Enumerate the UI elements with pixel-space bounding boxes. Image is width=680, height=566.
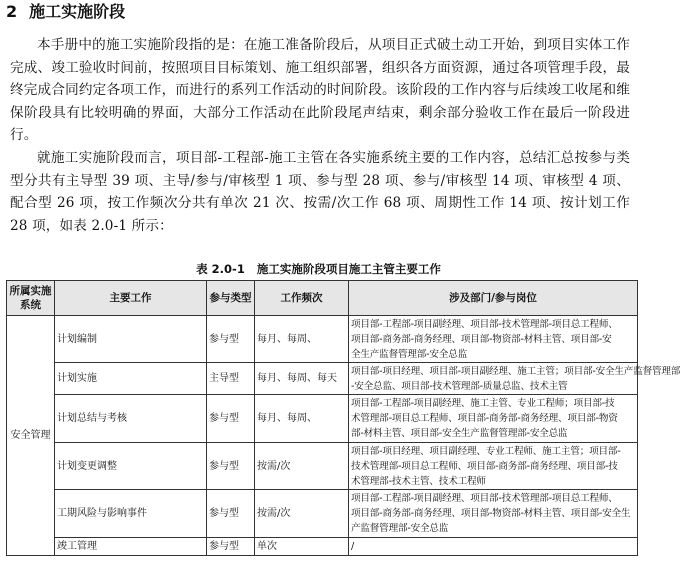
table-row: [7, 538, 638, 556]
summary-paragraph: 就施工实施阶段而言，项目部-工程部-施工主管在各实施系统主要的工作内容，总结汇总按参与类型分共有主导型 39 项、主导/参与/审核型 1 项、参与型 28 项、参与/审核型 14 项、审核型 4 项、配合型 26 项，按工作频次分共有单次 21 次、按需/次工作 68 项、周期性工作 14 项、按计划工作 28 项，如表 2.0-1 所示：: [10, 150, 630, 234]
section-title: 施工实施阶段: [29, 2, 126, 21]
header-type: 参与类型: [207, 281, 255, 316]
department-cell: [349, 316, 638, 363]
department-line: 项目部-工程部-项目副经理、项目部-技术管理部-项目总工程师、: [351, 318, 618, 330]
table-row: [7, 363, 638, 395]
table-header-row: [7, 281, 638, 316]
table-row: [7, 443, 638, 490]
frequency-cell: 每月、每周、: [255, 316, 349, 363]
department-line: 项目部-商务部-商务经理、项目部-物资部-材料主管、项目部-安: [351, 333, 612, 345]
type-cell: 参与型: [207, 443, 255, 490]
table-row: [7, 490, 638, 538]
department-cell: [349, 363, 680, 395]
department-line: 全生产监督管理部-安全总监: [351, 348, 467, 360]
department-line: 项目部-工程部-项目副经理、项目部-技术管理部-项目总工程师、: [351, 493, 618, 504]
department-line: 项目部-项目经理、项目部-项目副经理、施工主管；项目部-安全生产监督管理部: [351, 365, 680, 377]
department-line: 部-材料主管、项目部-安全生产监督管理部-安全总监: [351, 428, 568, 439]
department-line: 项目部-商务部-商务经理、项目部-物资部-材料主管、项目部-安全生: [351, 508, 631, 519]
frequency-cell: 每月、每周、: [255, 395, 349, 443]
department-cell: [349, 443, 638, 490]
frequency-cell: 每月、每周、每天: [255, 363, 349, 395]
department-cell: [349, 538, 638, 556]
frequency-cell: 按需/次: [255, 490, 349, 538]
department-cell: [349, 395, 638, 443]
header-frequency: 工作频次: [255, 281, 349, 316]
department-line: -安全总监、项目部-技术管理部-质量总监、技术主管: [351, 380, 568, 392]
department-cell: [349, 490, 638, 538]
work-cell: 计划总结与考核: [55, 395, 207, 443]
frequency-cell: 按需/次: [255, 443, 349, 490]
type-cell: 参与型: [207, 316, 255, 363]
department-line: 技术管理部-项目总工程师、项目部-商务部-商务经理、项目部-技: [351, 460, 618, 472]
type-cell: 主导型: [207, 363, 255, 395]
header-departments: 涉及部门/参与岗位: [349, 281, 638, 316]
department-line: 产监督管理部-安全总监: [351, 523, 449, 534]
section-number: 2: [6, 2, 18, 21]
department-line: 术管理部-技术主管、技术工程师: [351, 475, 486, 487]
department-line: 项目部-项目经理、项目副经理、专业工程师、施工主管；项目部-: [351, 445, 621, 457]
header-system: 所属实施系统: [7, 281, 55, 316]
section-heading: [6, 2, 125, 22]
type-cell: 参与型: [207, 538, 255, 556]
type-cell: 参与型: [207, 490, 255, 538]
frequency-cell: 单次: [255, 538, 349, 556]
intro-paragraph: 本手册中的施工实施阶段指的是：在施工准备阶段后，从项目正式破土动工开始，到项目实体工作完成、竣工验收时间前，按照项目目标策划、施工组织部署，组织各方面资源，通过各项管理手段，最终完成合同约定各项工作，而进行的系列工作活动的时间阶段。该阶段的工作内容与后续竣工收尾和维保阶段具有比较明确的界面，大部分工作活动在此阶段尾声结束，剩余部分验收工作在最后一阶段进行。: [10, 37, 630, 144]
department-line: /: [351, 541, 355, 552]
department-line: 项目部-工程部-项目副经理、施工主管、专业工程师；项目部-技: [351, 398, 615, 409]
table-caption-title: 施工实施阶段项目施工主管主要工作: [256, 262, 441, 276]
work-cell: 计划变更调整: [55, 443, 207, 490]
department-line: 术管理部-项目总工程师、项目部-商务部-商务经理、项目部-物资: [351, 413, 618, 424]
work-cell: 计划实施: [55, 363, 207, 395]
work-table: [6, 280, 680, 556]
work-cell: 计划编制: [55, 316, 207, 363]
system-cell: 安全管理: [7, 316, 55, 556]
work-cell: 工期风险与影响事件: [55, 490, 207, 538]
work-cell: 竣工管理: [55, 538, 207, 556]
table-row: [7, 316, 638, 363]
table-caption-number: 表 2.0-1: [196, 262, 245, 276]
table-caption: [0, 261, 637, 277]
header-work: 主要工作: [55, 281, 207, 316]
type-cell: 参与型: [207, 395, 255, 443]
table-row: [7, 395, 638, 443]
